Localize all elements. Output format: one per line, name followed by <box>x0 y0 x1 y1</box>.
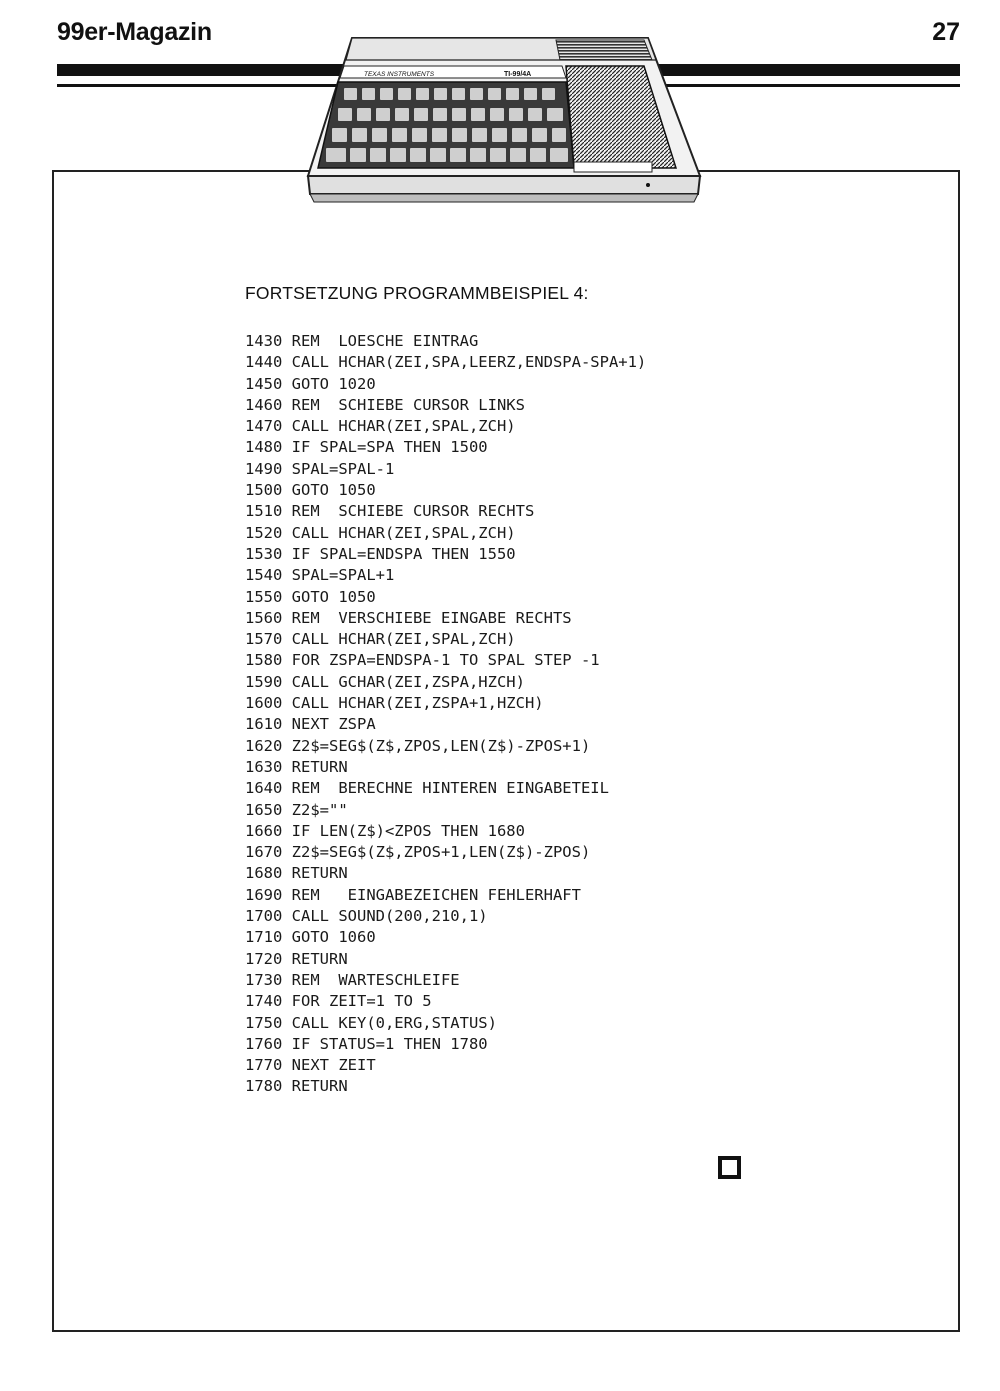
code-line: 1550 GOTO 1050 <box>245 587 376 606</box>
home-computer-illustration <box>304 26 702 216</box>
code-line: 1610 NEXT ZSPA <box>245 715 376 734</box>
model-label: TI-99/4A <box>504 71 532 78</box>
code-line: 1430 REM LOESCHE EINTRAG <box>245 332 479 350</box>
code-line: 1630 RETURN <box>245 757 348 776</box>
code-line: 1740 FOR ZEIT=1 TO 5 <box>245 992 432 1011</box>
code-line: 1660 IF LEN(Z$)<ZPOS THEN 1680 <box>245 821 525 840</box>
code-line: 1650 Z2$="" <box>245 800 348 819</box>
code-line: 1500 GOTO 1050 <box>245 481 376 500</box>
code-line: 1700 CALL SOUND(200,210,1) <box>245 907 488 926</box>
code-line: 1440 CALL HCHAR(ZEI,SPA,LEERZ,ENDSPA-SPA+1) <box>245 353 647 372</box>
code-line: 1680 RETURN <box>245 864 348 883</box>
brand-label: TEXAS INSTRUMENTS <box>364 71 435 78</box>
code-line: 1450 GOTO 1020 <box>245 374 376 393</box>
code-line: 1750 CALL KEY(0,ERG,STATUS) <box>245 1013 497 1032</box>
code-line: 1490 SPAL=SPAL-1 <box>245 459 395 478</box>
end-of-article-square-icon <box>718 1156 741 1179</box>
code-line: 1570 CALL HCHAR(ZEI,SPAL,ZCH) <box>245 630 516 649</box>
program-listing <box>245 331 646 1098</box>
code-line: 1720 RETURN <box>245 949 348 968</box>
code-line: 1780 RETURN <box>245 1077 348 1096</box>
code-line: 1640 REM BERECHNE HINTEREN EINGABETEIL <box>245 779 609 798</box>
code-line: 1620 Z2$=SEG$(Z$,ZPOS,LEN(Z$)-ZPOS+1) <box>245 736 591 755</box>
code-line: 1530 IF SPAL=ENDSPA THEN 1550 <box>245 544 516 563</box>
magazine-title: 99er-Magazin <box>57 18 212 46</box>
code-line: 1760 IF STATUS=1 THEN 1780 <box>245 1034 488 1053</box>
code-line: 1710 GOTO 1060 <box>245 928 376 947</box>
code-line: 1470 CALL HCHAR(ZEI,SPAL,ZCH) <box>245 417 516 436</box>
code-line: 1770 NEXT ZEIT <box>245 1056 376 1075</box>
page-number: 27 <box>932 18 960 46</box>
code-line: 1590 CALL GCHAR(ZEI,ZSPA,HZCH) <box>245 672 525 691</box>
code-line: 1690 REM EINGABEZEICHEN FEHLERHAFT <box>245 885 581 904</box>
code-line: 1510 REM SCHIEBE CURSOR RECHTS <box>245 502 535 521</box>
code-line: 1460 REM SCHIEBE CURSOR LINKS <box>245 395 525 414</box>
code-line: 1540 SPAL=SPAL+1 <box>245 566 395 585</box>
code-line: 1580 FOR ZSPA=ENDSPA-1 TO SPAL STEP -1 <box>245 651 600 670</box>
code-line: 1520 CALL HCHAR(ZEI,SPAL,ZCH) <box>245 523 516 542</box>
code-line: 1480 IF SPAL=SPA THEN 1500 <box>245 438 488 457</box>
code-line: 1730 REM WARTESCHLEIFE <box>245 970 460 989</box>
code-line: 1560 REM VERSCHIEBE EINGABE RECHTS <box>245 608 572 627</box>
code-line: 1600 CALL HCHAR(ZEI,ZSPA+1,HZCH) <box>245 694 544 713</box>
listing-heading: FORTSETZUNG PROGRAMMBEISPIEL 4: <box>245 283 589 303</box>
code-line: 1670 Z2$=SEG$(Z$,ZPOS+1,LEN(Z$)-ZPOS) <box>245 843 591 862</box>
